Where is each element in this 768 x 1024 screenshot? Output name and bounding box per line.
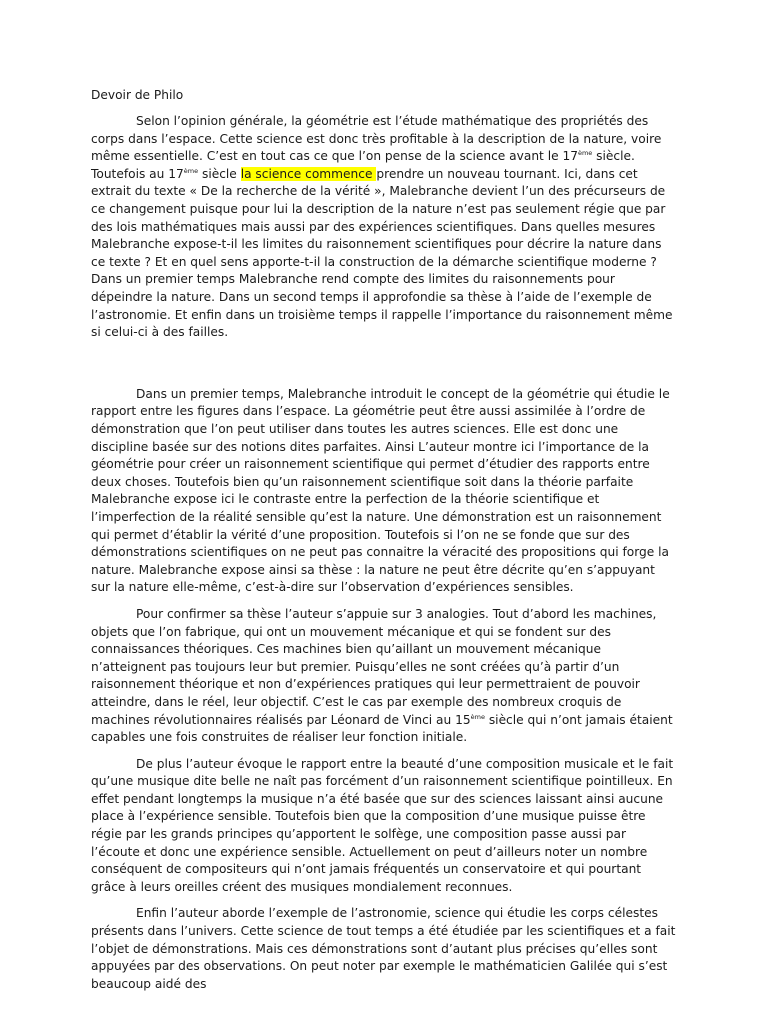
superscript-ordinal: ème [470,712,485,721]
analogies-text-a: Pour confirmer sa thèse l’auteur s’appuie sur 3 analogies. Tout d’abord les machines, objets que l’on fabrique, qui ont un mouvement mécanique et qui se fondent sur des connaissances théoriques. Ces machines bien qu’aillant un mouvement mécanique n’atteignent pas toujours leur but premier. Puisqu’elles ne sont créées qu’à partir d’un raisonnement théorique et non d’expériences pratiques qui leur permettraient de pouvoir atteindre, dans le réel, leur objectif. C’est le cas par exemple des nombreux croquis de machines révolutionnaires réalisés par Léonard de Vinci au 15 [91,606,657,727]
paragraph-astronomy: Enfin l’auteur aborde l’exemple de l’astronomie, science qui étudie les corps célestes présents dans l’univers. Cette science de tout temps a été étudiée par les scientifiques et a fait l’objet de démonstrations. Mais ces démonstrations sont d’autant plus précises qu’elles sont appuyées par des observations. On peut noter par exemple le mathématicien Galilée qui s’est beaucoup aidé des [91,906,676,991]
intro-text-a: Selon l’opinion générale, la géométrie est l’étude mathématique des propriétés des corps dans l’espace. Cette science est donc très profitable à la description de la nature, voire même essentielle. C’est en tout cas ce que l’on pense de la science avant le 17 [91,114,662,164]
intro-text-c: siècle [198,166,241,181]
document-body [91,87,677,993]
paragraph-part-one: Dans un premier temps, Malebranche introduit le concept de la géométrie qui étudie le rapport entre les figures dans l’espace. La géométrie peut être aussi assimilée à l’ordre de démonstration que l’on peut utiliser dans toutes les autres sciences. Elle est donc une discipline basée sur des notions dites parfaites. Ainsi L’auteur montre ici l’importance de la géométrie pour créer un raisonnement scientifique qui permet d’étudier des rapports entre deux choses. Toutefois bien qu’un raisonnement scientifique soit dans la théorie parfaite Malebranche expose ici le contraste entre la perfection de la théorie scientifique et l’imperfection de la réalité sensible qu’est la nature. Une démonstration est un raisonnement qui permet d’établir la vérité d’une proposition. Toutefois si l’on ne se fonde que sur des démonstrations scientifiques on ne peut pas connaitre la véracité des propositions qui forge la nature. Malebranche expose ainsi sa thèse : la nature ne peut être décrite qu’en s’appuyant sur la nature elle-même, c’est-à-dire sur l’observation d’expériences sensibles. [91,386,670,595]
paragraph-music: De plus l’auteur évoque le rapport entre la beauté d’une composition musicale et le fait qu’une musique dite belle ne naît pas forcément d’un raisonnement scientifique pointilleux. En effet pendant longtemps la musique n’a été basée que sur des sciences laissant ainsi aucune place à l’expérience sensible. Toutefois bien que la composition d’une musique puisse être régie par les grands principes qu’apportent le solfège, une composition passe aussi par l’écoute et donc une expérience sensible. Actuellement on peut d’ailleurs noter un nombre conséquent de compositeurs qui n’ont jamais fréquentés un conservatoire et qui pourtant grâce à leurs oreilles créent des musiques mondialement reconnues. [91,756,674,894]
paragraph-introduction [91,113,677,342]
superscript-ordinal: ème [577,149,593,158]
intro-text-d: prendre un nouveau tournant. Ici, dans cet extrait du texte « De la recherche de la vérité », Malebranche devient l’un des précurseurs de ce changement puisque pour lui la description de la nature n’est pas seulement régie que par des lois mathématiques mais aussi par des expériences scientifiques. Dans quelles mesures Malebranche expose-t-il les limites du raisonnement scientifiques pour décrire la nature dans ce texte ? Et en quel sens apporte-t-il la construction de la démarche scientifique moderne ? Dans un premier temps Malebranche rend compte des limites du raisonnements pour dépeindre la nature. Dans un second temps il approfondie sa thèse à l’aide de l’exemple de l’astronomie. Et enfin dans un troisième temps il rappelle l’importance du raisonnement même si celui-ci à des failles. [91,166,673,340]
intro-text-b: siècle. Toutefois au 17 [91,149,635,181]
analogies-text-b: siècle qui n’ont jamais étaient capables une fois construites de réaliser leur fonction initiale. [91,712,673,745]
highlighted-text[interactable]: la science commence [240,166,377,181]
document-title: Devoir de Philo [91,88,184,102]
paragraph-analogies [91,606,677,747]
superscript-ordinal: ème [183,166,199,175]
